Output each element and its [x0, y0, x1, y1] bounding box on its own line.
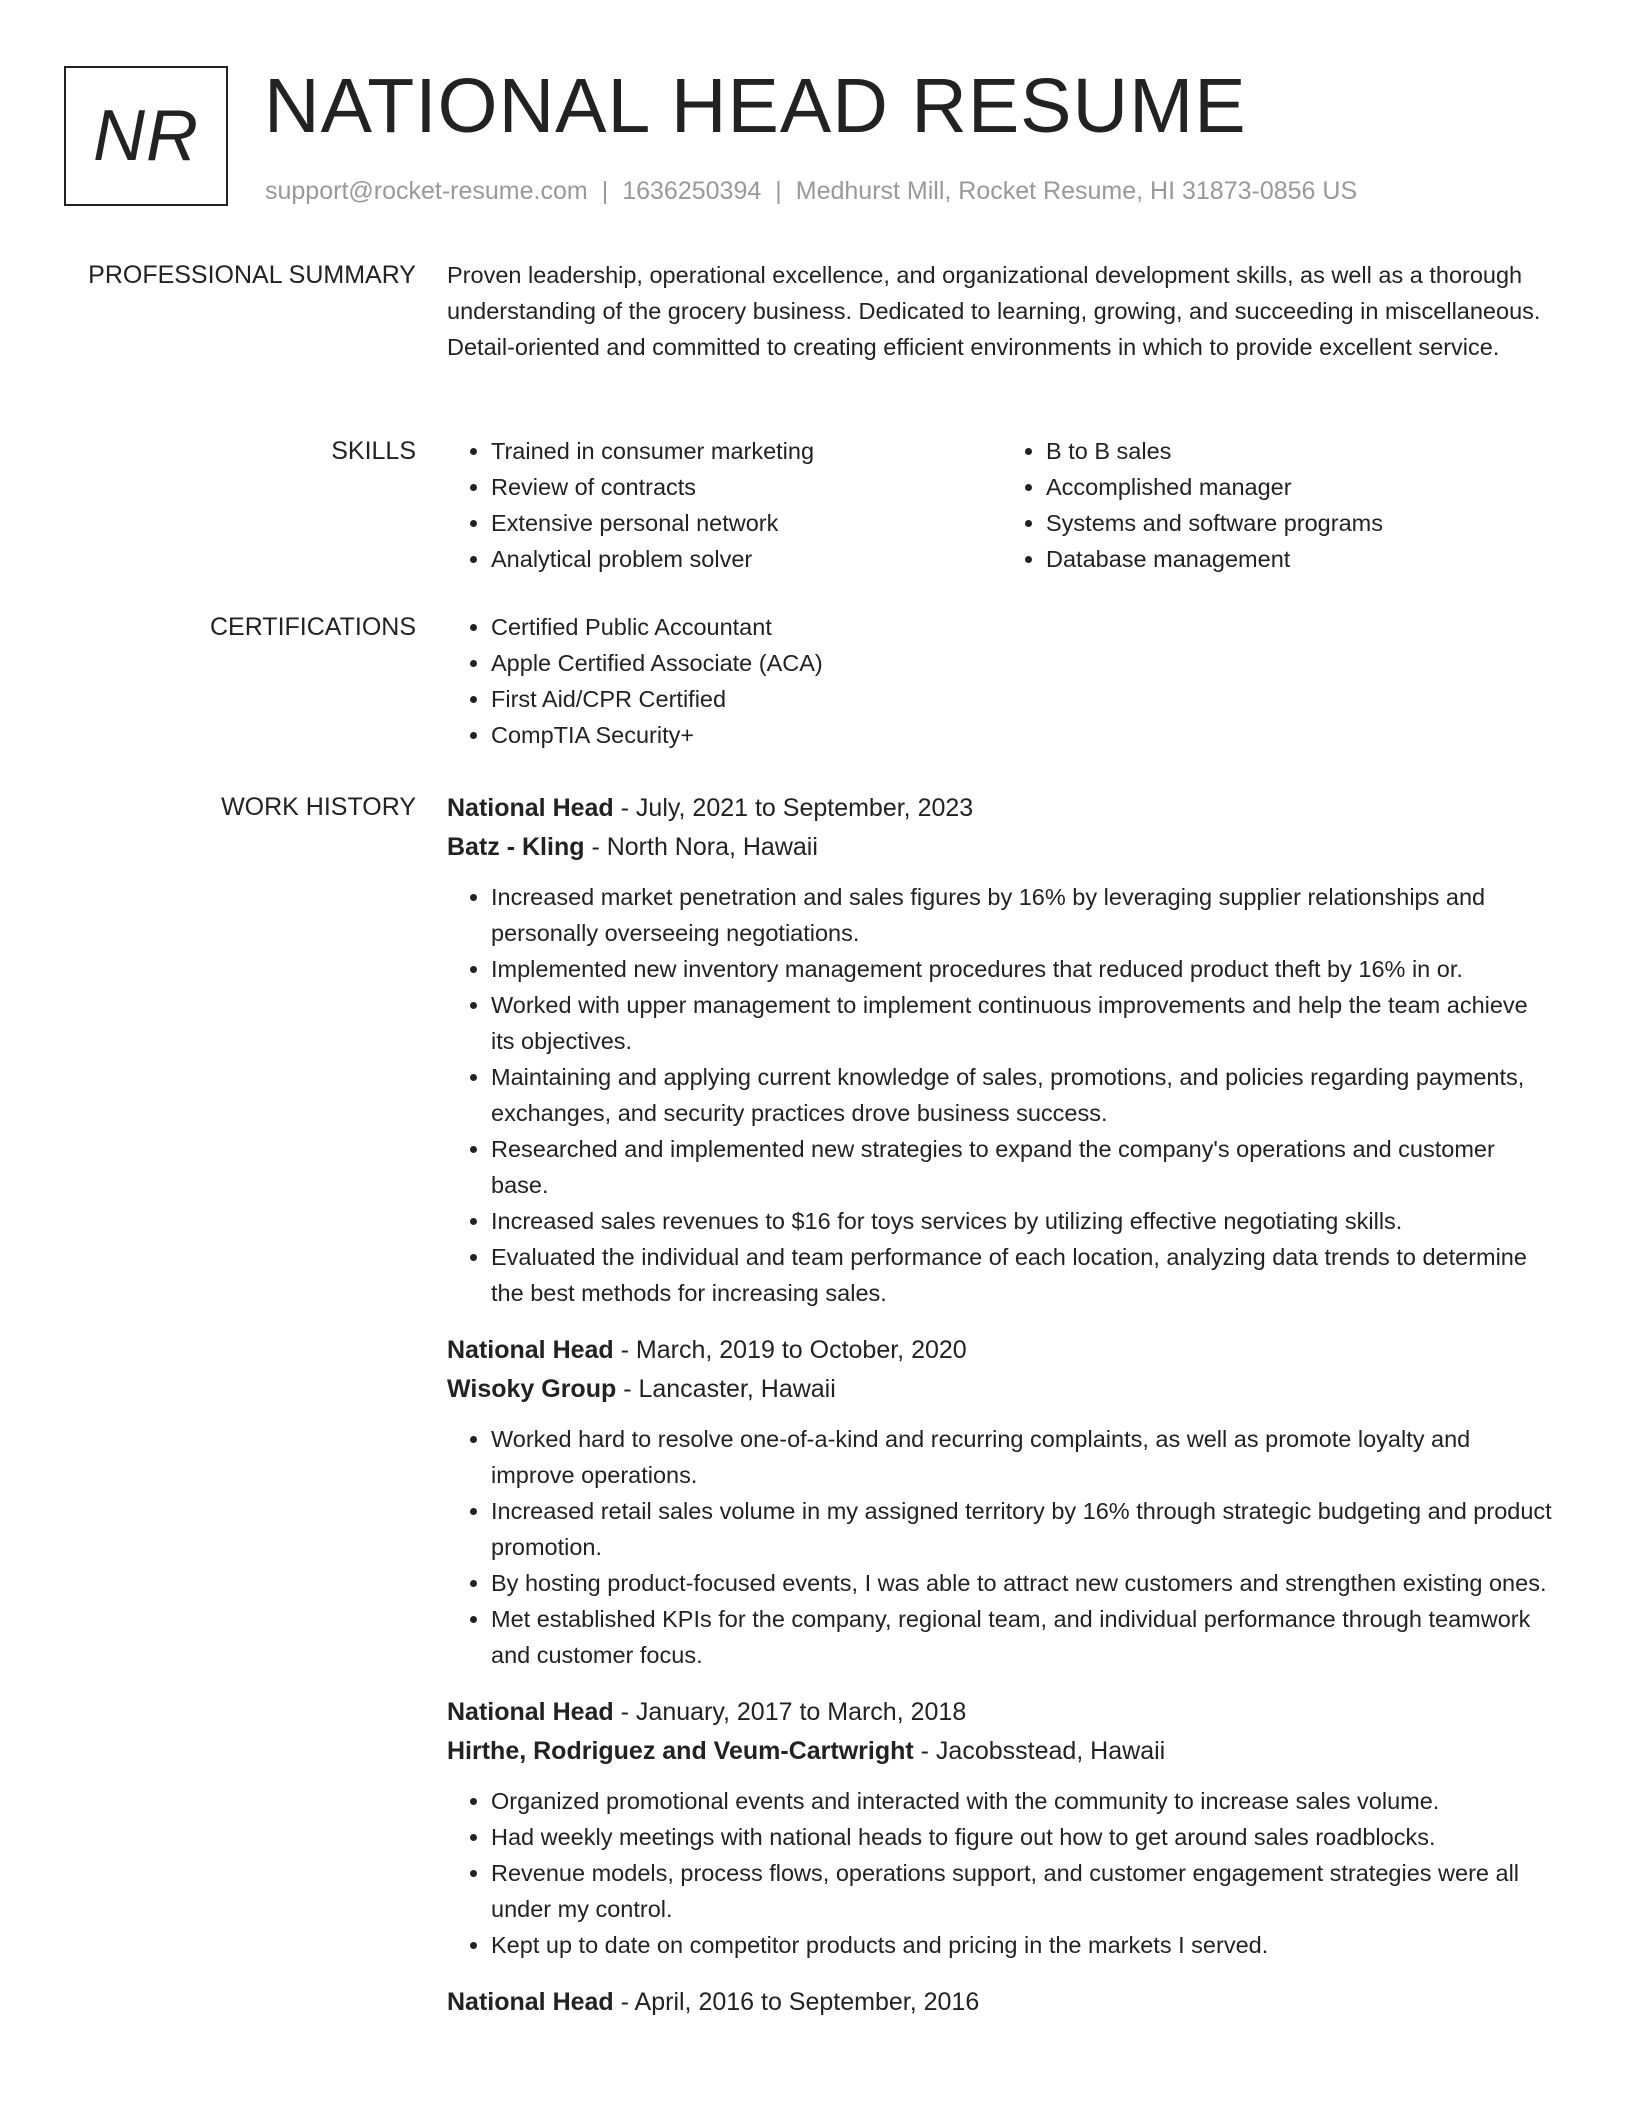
certification-item: • First Aid/CPR Certified	[491, 681, 1557, 717]
certification-item: • Certified Public Accountant	[491, 609, 1557, 645]
contact-separator: |	[601, 177, 609, 205]
certifications-list	[447, 609, 1557, 753]
job-dates: - March, 2019 to October, 2020	[613, 1336, 967, 1364]
certification-item: • CompTIA Security+	[491, 717, 1557, 753]
contact-phone[interactable]: 1636250394	[622, 177, 762, 205]
section-label-summary: PROFESSIONAL SUMMARY	[88, 261, 416, 289]
skill-item: • Extensive personal network	[491, 505, 1002, 541]
section-label-skills: SKILLS	[331, 437, 416, 465]
job-company-line	[447, 1731, 1557, 1771]
skill-item: • Analytical problem solver	[491, 541, 1002, 577]
job-bullet: • By hosting product-focused events, I was able to attract new customers and strengthen existing ones.	[491, 1565, 1557, 1601]
job-bullet: • Worked with upper management to implement continuous improvements and help the team achieve its objectives.	[491, 987, 1557, 1059]
contact-email[interactable]: support@rocket-resume.com	[265, 177, 588, 205]
monogram-box: NR	[64, 66, 228, 206]
job-bullets	[447, 879, 1557, 1311]
job-bullet: • Evaluated the individual and team performance of each location, analyzing data trends to determine the best methods for increasing sales.	[491, 1239, 1557, 1311]
job-location: - North Nora, Hawaii	[584, 833, 818, 861]
job-bullet: • Met established KPIs for the company, regional team, and individual performance through teamwork and customer focus.	[491, 1601, 1557, 1673]
skill-item: • Database management	[1046, 541, 1557, 577]
job-title: National Head	[447, 1336, 614, 1364]
resume-title: NATIONAL HEAD RESUME	[264, 63, 1247, 149]
job-title: National Head	[447, 1988, 614, 2016]
section-label-work-history: WORK HISTORY	[221, 793, 416, 821]
job-bullet: • Organized promotional events and interacted with the community to increase sales volume.	[491, 1783, 1557, 1819]
resume-header	[64, 63, 1572, 211]
job-entry	[447, 1331, 1557, 1673]
contact-separator: |	[775, 177, 782, 205]
skill-item: • B to B sales	[1046, 433, 1557, 469]
skills-list-left	[447, 433, 1002, 577]
summary-body	[447, 257, 1557, 365]
work-history-body	[447, 789, 1557, 2041]
job-company: Hirthe, Rodriguez and Veum-Cartwright	[447, 1737, 914, 1765]
job-title: National Head	[447, 794, 614, 822]
job-title-line	[447, 1693, 1557, 1731]
summary-text: Proven leadership, operational excellence, and organizational development skills, as well as a thorough understanding of the grocery business. Dedicated to learning, growing, and succeeding in miscellaneous. Detail-oriented and committed to creating efficient environments in which to provide excellent service.	[447, 262, 1541, 360]
job-company-line	[447, 827, 1557, 867]
section-label-certifications: CERTIFICATIONS	[209, 613, 416, 641]
job-company: Batz - Kling	[447, 833, 585, 861]
job-bullet: • Implemented new inventory management procedures that reduced product theft by 16% in or.	[491, 951, 1557, 987]
job-company-line	[447, 1369, 1557, 1409]
skills-list-right	[1002, 433, 1557, 577]
job-dates: - January, 2017 to March, 2018	[613, 1698, 967, 1726]
job-location: - Jacobsstead, Hawaii	[913, 1737, 1166, 1765]
job-bullets	[447, 1421, 1557, 1673]
job-company: Wisoky Group	[447, 1375, 617, 1403]
job-bullets	[447, 1783, 1557, 1963]
job-title-line	[447, 1331, 1557, 1369]
certification-item: • Apple Certified Associate (ACA)	[491, 645, 1557, 681]
skill-item: • Trained in consumer marketing	[491, 433, 1002, 469]
job-bullet: • Worked hard to resolve one-of-a-kind and recurring complaints, as well as promote loyalty and improve operations.	[491, 1421, 1557, 1493]
job-location: - Lancaster, Hawaii	[616, 1375, 836, 1403]
job-title: National Head	[447, 1698, 614, 1726]
job-title-line	[447, 1983, 1557, 2021]
job-bullet: • Increased sales revenues to $16 for toys services by utilizing effective negotiating skills.	[491, 1203, 1557, 1239]
job-entry	[447, 789, 1557, 1311]
contact-address: Medhurst Mill, Rocket Resume, HI 31873-0856 US	[795, 177, 1358, 205]
job-bullet: • Researched and implemented new strategies to expand the company's operations and customer base.	[491, 1131, 1557, 1203]
skill-item: • Accomplished manager	[1046, 469, 1557, 505]
skill-item: • Review of contracts	[491, 469, 1002, 505]
job-bullet: • Increased retail sales volume in my assigned territory by 16% through strategic budgeting and product promotion.	[491, 1493, 1557, 1565]
skill-item: • Systems and software programs	[1046, 505, 1557, 541]
skills-body	[447, 433, 1557, 577]
contact-line	[265, 174, 1357, 209]
job-bullet: • Maintaining and applying current knowledge of sales, promotions, and policies regarding payments, exchanges, and security practices drove business success.	[491, 1059, 1557, 1131]
certifications-body	[447, 609, 1557, 753]
job-bullet: • Revenue models, process flows, operations support, and customer engagement strategies were all under my control.	[491, 1855, 1557, 1927]
job-entry	[447, 1693, 1557, 1963]
job-dates: - July, 2021 to September, 2023	[613, 794, 974, 822]
job-bullet: • Kept up to date on competitor products and pricing in the markets I served.	[491, 1927, 1557, 1963]
job-dates: - April, 2016 to September, 2016	[613, 1988, 980, 2016]
job-entry	[447, 1983, 1557, 2021]
job-bullet: • Had weekly meetings with national heads to figure out how to get around sales roadblocks.	[491, 1819, 1557, 1855]
job-title-line	[447, 789, 1557, 827]
job-bullet: • Increased market penetration and sales figures by 16% by leveraging supplier relationships and personally overseeing negotiations.	[491, 879, 1557, 951]
